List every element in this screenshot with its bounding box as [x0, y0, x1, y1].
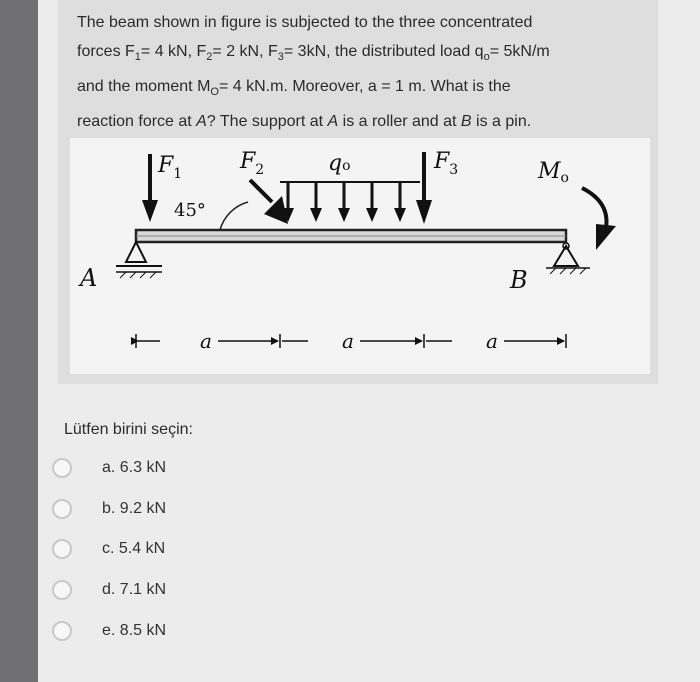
option-c[interactable]: [52, 534, 352, 564]
force-f1-arrow: [142, 154, 158, 222]
question-line-1: [77, 8, 637, 37]
option-b-label[interactable]: b. 9.2 kN: [102, 500, 167, 517]
q-f2-sub: 2: [206, 51, 213, 64]
option-a-label[interactable]: a. 6.3 kN: [102, 459, 167, 476]
force-f2-arrow: [220, 180, 288, 230]
moment-mo-arrow: [582, 188, 616, 250]
label-b-support: B: [510, 266, 528, 294]
label-mo: Mo: [538, 159, 569, 186]
question-line-4: [77, 107, 637, 136]
q-f1-sub: 1: [134, 51, 141, 64]
q-f3-sub: 3: [277, 51, 284, 64]
label-a-support: A: [80, 264, 98, 292]
q-l4-A: A: [196, 113, 207, 131]
support-b-pin: [546, 243, 590, 274]
label-angle: 45°: [174, 200, 206, 221]
prompt-text: Lütfen birini seçin:: [64, 421, 193, 438]
option-b[interactable]: [52, 494, 352, 524]
option-c-label[interactable]: c. 5.4 kN: [102, 540, 166, 557]
option-d[interactable]: [52, 575, 352, 605]
option-d-label[interactable]: d. 7.1 kN: [102, 581, 167, 598]
q-f2-val: = 2 kN, F: [212, 43, 278, 60]
label-a-dim-1: a: [200, 329, 212, 353]
q-f1-val: = 4 kN, F: [140, 43, 207, 60]
option-e-label[interactable]: e. 8.5 kN: [102, 622, 167, 639]
question-line-2: [77, 37, 637, 72]
q-l4-B: B: [460, 113, 472, 131]
beam: [136, 230, 566, 242]
label-f3: $F_3$: [434, 149, 459, 178]
support-a-roller: [116, 242, 162, 278]
beam-figure: [70, 138, 650, 374]
option-a[interactable]: [52, 453, 352, 483]
q-l4-b: ? The support at: [206, 113, 328, 131]
label-f1: $F_1$: [158, 153, 183, 182]
radio-b[interactable]: [52, 499, 72, 519]
q-l4-a: reaction force at: [77, 113, 197, 131]
label-a-dim-2: a: [342, 329, 354, 353]
question-line-3: [77, 72, 637, 107]
q-l4-A2: A: [327, 113, 339, 131]
q-m-sub: O: [210, 86, 219, 99]
question-text: [77, 8, 637, 136]
q-q-val: = 5kN/m: [489, 43, 550, 60]
q-f3-val: = 3kN, the distributed load q: [283, 43, 484, 60]
q-l4-c: is a roller and at: [338, 113, 461, 131]
radio-c[interactable]: [52, 539, 72, 559]
label-q0: qo: [328, 151, 351, 176]
q-l4-d: is a pin.: [471, 113, 532, 131]
label-f2: $F_2$: [240, 149, 265, 178]
q-moment-rest: = 4 kN.m. Moreover, a = 1 m. What is the: [218, 78, 511, 96]
q-q-sub: o: [483, 51, 490, 64]
label-a-dim-3: a: [486, 329, 498, 353]
q-moment-prefix: and the moment M: [77, 78, 211, 96]
option-e[interactable]: [52, 616, 352, 646]
radio-e[interactable]: [52, 621, 72, 641]
radio-a[interactable]: [52, 458, 72, 478]
beam-diagram: [70, 138, 650, 374]
radio-d[interactable]: [52, 580, 72, 600]
q-text-forces: forces F: [77, 43, 135, 60]
distributed-load: [280, 182, 420, 222]
question-line-1-text: The beam shown in figure is subjected to the three concentrated: [77, 14, 533, 31]
force-f3-arrow: [416, 152, 432, 224]
